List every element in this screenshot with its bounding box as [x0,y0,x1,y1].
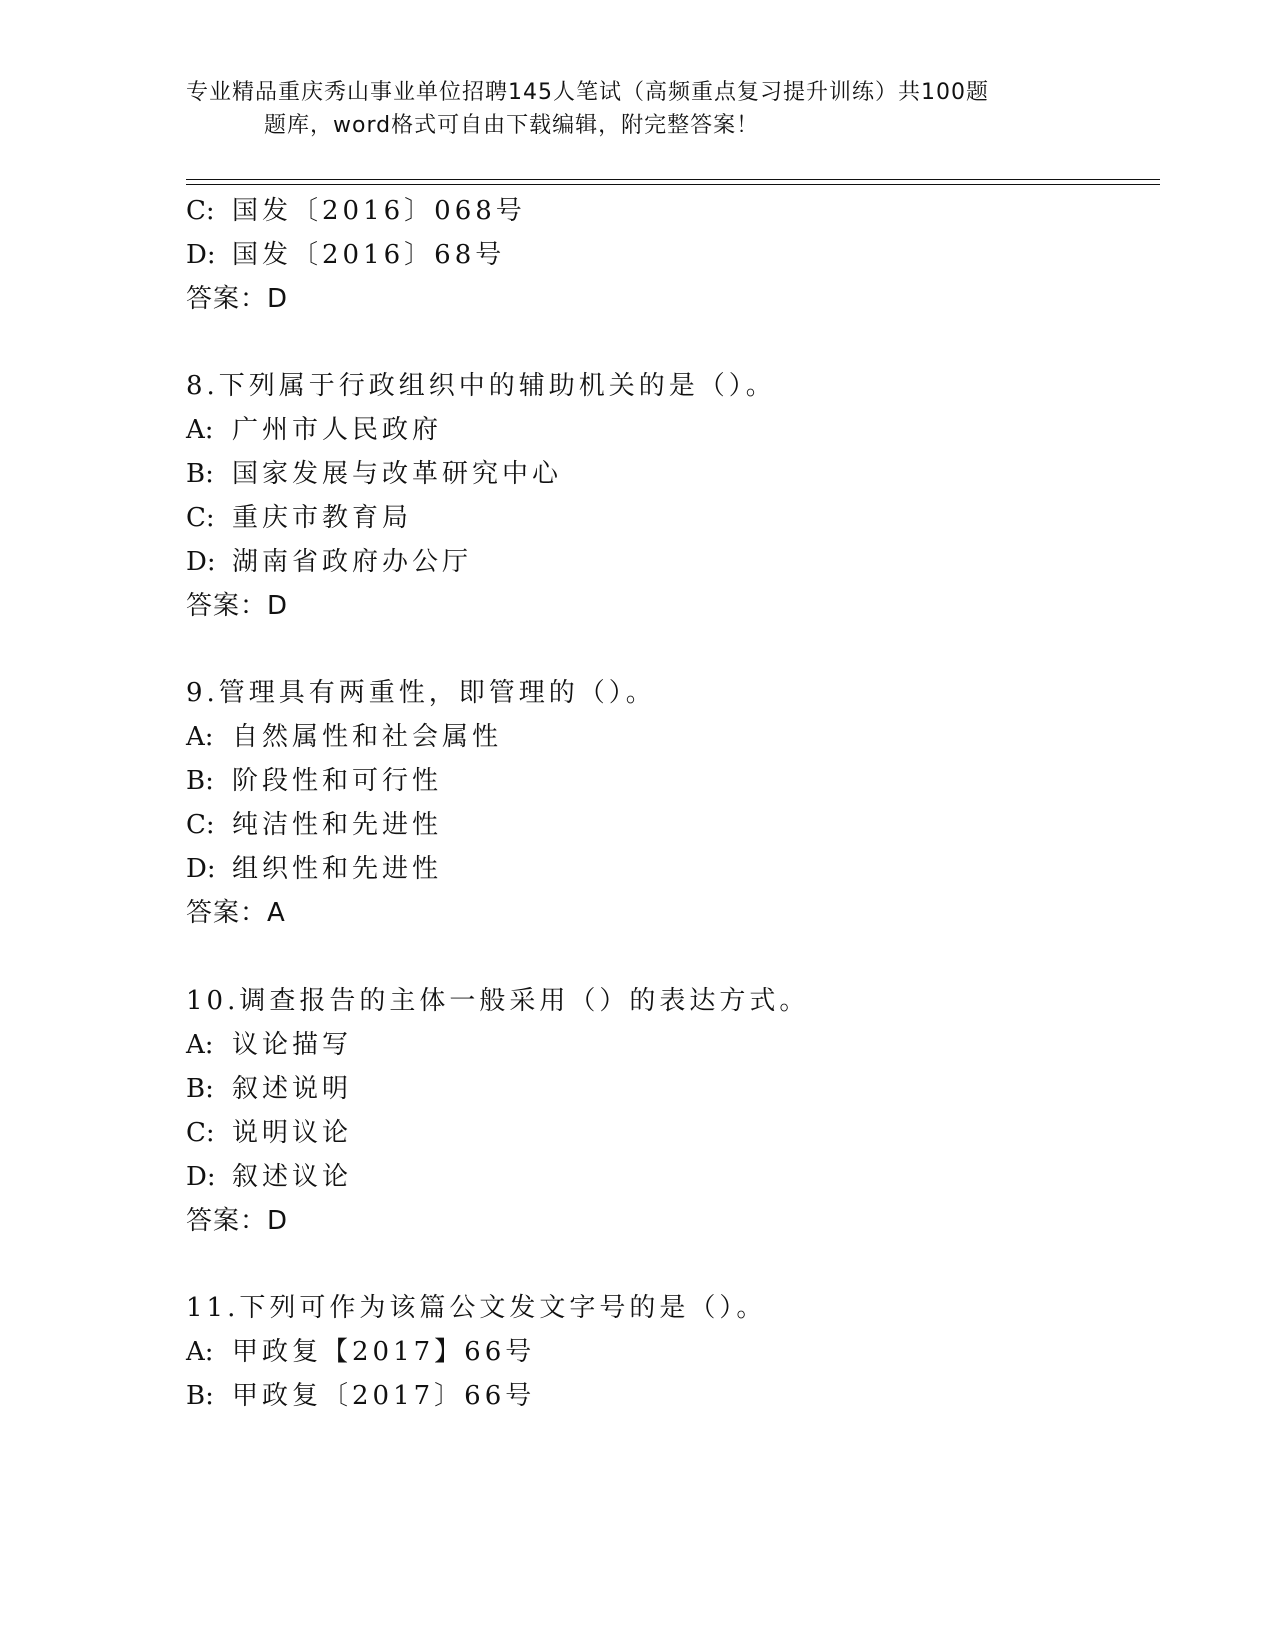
q9-option-b [186,764,442,798]
option-text: 湖南省政府办公厅 [232,547,473,577]
option-text: 广州市人民政府 [232,415,443,445]
q9-option-a [186,720,502,754]
document-header [186,76,1066,142]
q10-option-d [186,1160,352,1194]
q10-option-a [186,1028,352,1062]
q7-answer: 答案：D [186,284,289,314]
option-label: B: [186,1074,214,1104]
option-text: 自然属性和社会属性 [232,722,503,752]
header-divider-bottom [186,184,1160,185]
option-label: A: [186,1030,214,1060]
option-text: 国发〔2016〕068号 [232,196,526,226]
option-text: 叙述议论 [232,1162,353,1192]
q7-option-c [186,194,526,228]
q8-option-a [186,413,442,447]
option-text: 国家发展与改革研究中心 [232,459,563,489]
option-label: B: [186,1381,214,1411]
option-label: D: [186,854,216,884]
option-label: D: [186,1162,216,1192]
option-text: 重庆市教育局 [232,503,413,533]
option-label: A: [186,415,214,445]
q8-option-d [186,545,472,579]
option-text: 说明议论 [232,1118,353,1148]
q10-answer: 答案：D [186,1206,289,1236]
option-text: 议论描写 [232,1030,353,1060]
option-label: D: [186,547,216,577]
option-text: 组织性和先进性 [232,854,443,884]
q10-option-c [186,1116,352,1150]
option-label: B: [186,459,214,489]
q9-stem: 9.管理具有两重性，即管理的（）。 [186,678,656,708]
option-text: 阶段性和可行性 [232,766,443,796]
q9-answer: 答案：A [186,898,286,928]
option-text: 甲政复〔2017〕66号 [232,1381,536,1411]
q8-stem: 8.下列属于行政组织中的辅助机关的是（）。 [186,371,776,401]
q10-stem: 10.调查报告的主体一般采用（）的表达方式。 [186,986,810,1016]
option-text: 国发〔2016〕68号 [232,240,506,270]
option-label: D: [186,240,216,270]
q9-option-d [186,852,442,886]
q9-option-c [186,808,442,842]
q11-option-a [186,1335,535,1369]
q10-option-b [186,1072,352,1106]
q8-answer: 答案：D [186,591,289,621]
option-label: B: [186,766,214,796]
q11-stem: 11.下列可作为该篇公文发文字号的是（）。 [186,1293,767,1323]
option-label: C: [186,1118,215,1148]
option-text: 叙述说明 [232,1074,353,1104]
q8-option-b [186,457,562,491]
option-text: 纯洁性和先进性 [232,810,443,840]
option-text: 甲政复【2017】66号 [232,1337,536,1367]
header-divider-top [186,179,1160,180]
header-title-line-2: 题库，word格式可自由下载编辑，附完整答案！ [264,113,760,138]
option-label: C: [186,196,215,226]
option-label: C: [186,503,215,533]
option-label: C: [186,810,215,840]
header-title-line-1: 专业精品重庆秀山事业单位招聘145人笔试（高频重点复习提升训练）共100题 [186,80,989,105]
option-label: A: [186,1337,214,1367]
q7-option-d [186,238,505,272]
option-label: A: [186,722,214,752]
q11-option-b [186,1379,535,1413]
q8-option-c [186,501,412,535]
